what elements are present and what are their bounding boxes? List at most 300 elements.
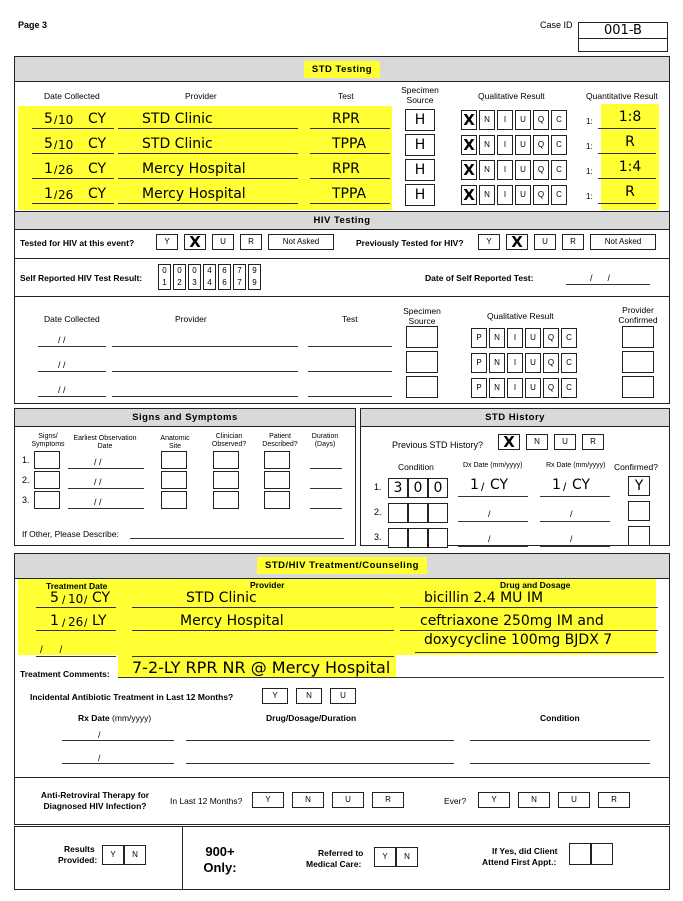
art-label-1: Anti-Retroviral Therapy for [40,790,150,800]
qual-p-box[interactable]: X [461,135,477,155]
date-slash: / / [58,385,66,395]
rx-line-2[interactable] [62,763,174,764]
hist-col-confirmed: Confirmed? [614,462,658,472]
art-ever-n-box[interactable]: N [518,792,550,808]
qual-option-box[interactable]: I [497,110,513,130]
col-specimen: Specimen Source [401,85,439,105]
qual-option-box[interactable]: Q [533,160,549,180]
site-box[interactable] [161,451,187,469]
rx-date-line[interactable] [540,546,610,547]
referred-label-2: Medical Care: [306,859,362,869]
specimen-box[interactable]: H [405,159,435,181]
rx-month: 1 [552,477,561,493]
hiv-provider-line[interactable] [112,346,298,347]
quant-prefix: 1: [586,167,593,176]
signs-row-number: 2. [22,475,30,485]
row-test: TPPA [332,136,367,152]
treatment-title: STD/HIV Treatment/Counseling [257,557,427,574]
col-qualitative: Qualitative Result [478,91,545,101]
hiv-provider-line[interactable] [112,396,298,397]
hiv-date-line[interactable] [38,396,106,397]
col-earliest: Earliest Observation Date [73,435,137,450]
qual-option-box[interactable]: U [515,135,531,155]
divider [14,777,670,778]
digit-box[interactable] [173,264,186,290]
qual-option-box[interactable]: C [551,135,567,155]
row-date-month: 5 [44,111,53,127]
digit-box[interactable] [248,264,261,290]
option-u-box[interactable]: U [554,434,576,450]
row-test-line[interactable] [310,128,390,129]
qual-option-box[interactable]: I [497,135,513,155]
duration-line[interactable] [310,508,342,509]
art-ever-label: Ever? [444,796,467,806]
hist-col-rx: Rx Date (mm/yyyy) [546,462,606,469]
qual-option-box[interactable]: Q [533,185,549,205]
tx-date-line[interactable] [36,607,116,608]
signs-date-line[interactable] [68,488,144,489]
quant-prefix: 1: [586,142,593,151]
qual-p-box[interactable]: X [461,185,477,205]
condition-digit-box[interactable] [388,528,408,548]
row-date-month: 1 [44,161,53,177]
tx-col-date: Treatment Date [46,581,108,591]
tx-date-slash: / / [40,645,63,656]
row-test: TPPA [332,186,367,202]
quant-prefix: 1: [586,117,593,126]
hiv-specimen-box[interactable] [406,326,438,348]
option-y-box[interactable]: Y [262,688,288,704]
digit-bottom: 9 [252,278,257,287]
duration-line[interactable] [310,488,342,489]
incidental-label: Incidental Antibiotic Treatment in Last 12 Months? [30,692,234,702]
digit-top: 6 [222,266,227,275]
condition-digit-box[interactable] [388,503,408,523]
rx-date-text: Rx Date [78,713,110,723]
tx-drug: bicillin 2.4 MU IM [424,590,544,606]
qual-option-box[interactable]: C [551,160,567,180]
tx-date-day: 26 [68,615,84,629]
self-report-label: Self Reported HIV Test Result: [20,273,143,283]
tx-provider-line[interactable] [132,656,394,657]
condition-digit-box[interactable]: 3 [388,478,408,498]
hiv-qual-box[interactable]: N [489,328,505,348]
cond-line-2[interactable] [470,763,650,764]
digit-box[interactable] [188,264,201,290]
option-y-box[interactable]: Y [156,234,178,250]
rx-units: (mm/yyyy) [112,713,152,723]
hiv-qual-box[interactable]: P [471,353,487,373]
hiv-col-provider: Provider [175,314,207,324]
history-row-number: 3. [374,532,382,542]
hiv-qual-box[interactable]: I [507,378,523,398]
comments-value[interactable]: 7-2-LY RPR NR @ Mercy Hospital [132,658,391,677]
hiv-qual-box[interactable]: C [561,353,577,373]
digit-bottom: 2 [177,278,182,287]
site-box[interactable] [161,471,187,489]
date-self-report-line[interactable] [566,284,650,285]
std-testing-bar [15,57,669,82]
case-id-value: 001-B [579,23,667,39]
hiv-confirmed-box[interactable] [622,376,654,398]
signs-box[interactable] [34,451,60,469]
date-slash: / [84,593,88,607]
other-describe-line[interactable] [130,538,344,539]
col-duration: Duration (Days) [311,433,339,448]
rx-date-label [78,713,151,723]
signs-title: Signs and Symptoms [15,409,355,427]
history-row-number: 2. [374,507,382,517]
row-date-day: 26 [58,188,74,202]
rx-date-line[interactable] [540,521,610,522]
history-row-number: 1. [374,482,382,492]
option-x-mark-box[interactable]: X [506,234,528,250]
hiv-provider-line[interactable] [112,371,298,372]
option-y-box[interactable]: Y [374,847,396,867]
hiv-qual-box[interactable]: C [561,328,577,348]
rx-date-line[interactable] [540,496,610,497]
condition-digit-box[interactable] [428,528,448,548]
case-id-box[interactable] [578,22,668,52]
option-r-box[interactable]: R [562,234,584,250]
date-slash: / [570,509,573,519]
rx-slash-1: / [98,730,101,740]
condition-label: Condition [540,713,580,723]
art-ever-u-box[interactable]: U [558,792,590,808]
col-test: Test [338,91,354,101]
row-date-year: CY [88,186,107,202]
art-last12-n-box[interactable]: N [292,792,324,808]
tx-drug-line[interactable] [400,630,658,631]
date-slash: / / [590,273,611,283]
signs-box[interactable] [34,471,60,489]
tx-date-day: 10 [68,592,84,606]
date-slash: / / [58,360,66,370]
col-quantitative: Quantitative Result [586,91,658,101]
col-site: Anatomic Site [160,435,190,450]
hiv-confirmed-box[interactable] [622,351,654,373]
row-provider-line[interactable] [118,128,298,129]
hiv-testing-title: HIV Testing [15,212,669,230]
hiv-qual-box[interactable]: Q [543,353,559,373]
digit-top: 9 [252,266,257,275]
row-date-year: CY [88,161,107,177]
patient-box[interactable] [264,491,290,509]
option-y-box[interactable]: Y [102,845,124,865]
date-slash: / / [58,335,66,345]
row-date-day: 10 [58,113,74,127]
signs-box[interactable] [34,491,60,509]
art-last12-label: In Last 12 Months? [170,796,243,806]
quant-value: R [625,184,635,200]
not-asked-box[interactable]: Not Asked [590,234,656,250]
row-test-line[interactable] [310,203,390,204]
row-date-year: CY [88,111,107,127]
specimen-box[interactable]: H [405,184,435,206]
row-test-line[interactable] [310,153,390,154]
results-label-2: Provided: [58,855,98,865]
rx-line-1[interactable] [62,740,174,741]
date-slash: / [62,593,66,607]
option-u-box[interactable]: U [534,234,556,250]
option-r-box[interactable]: R [240,234,262,250]
date-slash: / [488,534,491,544]
row-date-day: 10 [58,138,74,152]
treatment-bar [15,554,669,579]
hiv-qual-box[interactable]: P [471,328,487,348]
confirmed-box[interactable]: Y [628,476,650,496]
hiv-qual-box[interactable]: U [525,328,541,348]
hiv-test-line[interactable] [308,396,392,397]
qual-option-box[interactable]: Q [533,135,549,155]
only-900-b: Only: [203,860,237,875]
row-provider-line[interactable] [118,178,298,179]
condition-digit-box[interactable] [408,528,428,548]
digit-box[interactable] [203,264,216,290]
hiv-date-line[interactable] [38,346,106,347]
date-slash: / [62,616,66,630]
hiv-qual-box[interactable]: Q [543,378,559,398]
digit-top: 0 [192,266,197,275]
signs-row-number: 3. [22,495,30,505]
other-describe-label: If Other, Please Describe: [22,529,119,539]
option-x-mark-box[interactable]: X [184,234,206,250]
tx-provider-line[interactable] [132,630,394,631]
option-u-box[interactable]: U [330,688,356,704]
art-ever-y-box[interactable]: Y [478,792,510,808]
results-label-1: Results [64,844,95,854]
row-date-month: 1 [44,186,53,202]
digit-bottom: 3 [192,278,197,287]
date-slash: / [54,163,58,177]
tx-date-year: CY [92,590,111,606]
quant-line[interactable] [598,203,656,204]
row-provider-line[interactable] [118,203,298,204]
only-900-label [196,844,244,876]
hiv-qual-box[interactable]: N [489,378,505,398]
hiv-qual-box[interactable]: U [525,378,541,398]
hiv-confirmed-box[interactable] [622,326,654,348]
tx-provider: Mercy Hospital [180,613,284,629]
row-provider: Mercy Hospital [142,186,246,202]
comments-line [118,677,664,678]
col-clinician: Clinician Observed? [211,433,247,448]
tx-provider-line[interactable] [132,607,394,608]
patient-box[interactable] [264,471,290,489]
qual-option-box[interactable]: U [515,160,531,180]
option-x-mark-box[interactable]: X [498,434,520,450]
specimen-box[interactable]: H [405,134,435,156]
hiv-date-line[interactable] [38,371,106,372]
clinician-box[interactable] [213,471,239,489]
art-ever-r-box[interactable]: R [598,792,630,808]
digit-top: 4 [207,266,212,275]
hiv-qual-box[interactable]: U [525,353,541,373]
date-slash: / [488,509,491,519]
quant-value: R [625,134,635,150]
hist-col-condition: Condition [398,462,434,472]
tx-date-line[interactable] [36,630,116,631]
tx-drug-line[interactable] [400,607,658,608]
row-date-year: CY [88,136,107,152]
quant-line[interactable] [598,178,656,179]
hiv-specimen-box[interactable] [406,376,438,398]
comments-label: Treatment Comments: [20,669,110,679]
hiv-col-qual: Qualitative Result [487,311,554,321]
signs-date-line[interactable] [68,468,144,469]
condition-digit-box[interactable] [408,503,428,523]
duration-line[interactable] [310,468,342,469]
row-date-line[interactable] [32,178,114,179]
qual-option-box[interactable]: C [551,185,567,205]
option-n-box[interactable]: N [526,434,548,450]
site-box[interactable] [161,491,187,509]
date-slash: / [563,480,567,494]
attend-yes-box[interactable] [569,843,591,865]
qual-option-box[interactable]: N [479,185,495,205]
hiv-col-specimen: Specimen Source [403,306,441,326]
qual-option-box[interactable]: I [497,185,513,205]
hiv-qual-box[interactable]: N [489,353,505,373]
row-test: RPR [332,161,360,177]
qual-option-box[interactable]: N [479,135,495,155]
tx-date-month: 1 [50,613,59,629]
qual-option-box[interactable]: I [497,160,513,180]
row-provider: Mercy Hospital [142,161,246,177]
quant-line[interactable] [598,153,656,154]
rx-slash-2: / [98,753,101,763]
tx-date-line[interactable] [36,656,116,657]
digit-box[interactable] [218,264,231,290]
condition-digit-box[interactable]: 0 [408,478,428,498]
attend-no-box[interactable] [591,843,613,865]
qual-p-box[interactable]: X [461,110,477,130]
art-label-2: Diagnosed HIV Infection? [43,801,147,811]
hiv-col-test: Test [342,314,358,324]
dosage-line-1[interactable] [186,740,454,741]
hist-col-dx: Dx Date (mm/yyyy) [463,462,523,469]
qual-option-box[interactable]: N [479,110,495,130]
date-slash: / [570,534,573,544]
signs-row-number: 1. [22,455,30,465]
hiv-qual-box[interactable]: Q [543,328,559,348]
digit-bottom: 7 [237,278,242,287]
dx-month: 1 [470,477,479,493]
condition-digit-box[interactable]: 0 [428,478,448,498]
date-slash: / [84,616,88,630]
option-y-box[interactable]: Y [478,234,500,250]
footer-divider [182,826,183,890]
hiv-test-line[interactable] [308,346,392,347]
qual-option-box[interactable]: U [515,110,531,130]
option-n-box[interactable]: N [124,845,146,865]
row-date-line[interactable] [32,203,114,204]
hiv-col-confirmed: Provider Confirmed [618,305,658,325]
condition-digit-box[interactable] [428,503,448,523]
attend-label-2: Attend First Appt.: [482,857,557,867]
clinician-box[interactable] [213,491,239,509]
referred-label-1: Referred to [318,848,364,858]
tx-col-drug: Drug and Dosage [500,580,571,590]
hiv-qual-box[interactable]: I [507,328,523,348]
row-provider-line[interactable] [118,153,298,154]
row-date-line[interactable] [32,153,114,154]
digit-box[interactable] [158,264,171,290]
dx-date-line[interactable] [458,546,528,547]
dx-date-line[interactable] [458,496,528,497]
hiv-qual-box[interactable]: I [507,353,523,373]
art-last12-y-box[interactable]: Y [252,792,284,808]
option-u-box[interactable]: U [212,234,234,250]
dx-year: CY [490,477,509,493]
qual-option-box[interactable]: C [551,110,567,130]
row-date-day: 26 [58,163,74,177]
confirmed-box[interactable] [628,501,650,521]
qual-option-box[interactable]: U [515,185,531,205]
date-self-report-label: Date of Self Reported Test: [425,273,534,283]
drug-continued: doxycycline 100mg BJDX 7 [424,632,613,648]
digit-bottom: 4 [207,278,212,287]
quant-line[interactable] [598,128,656,129]
hiv-specimen-box[interactable] [406,351,438,373]
cond-line-1[interactable] [470,740,650,741]
digit-bottom: 6 [222,278,227,287]
divider [14,296,670,297]
tx-date-year: LY [92,613,107,629]
dx-date-line[interactable] [458,521,528,522]
clinician-box[interactable] [213,451,239,469]
tested-hiv-label: Tested for HIV at this event? [20,238,135,248]
tx-drug: ceftriaxone 250mg IM and [420,613,604,629]
art-last12-u-box[interactable]: U [332,792,364,808]
date-slash: / [54,188,58,202]
confirmed-box[interactable] [628,526,650,546]
digit-box[interactable] [233,264,246,290]
hiv-test-line[interactable] [308,371,392,372]
qual-option-box[interactable]: N [479,160,495,180]
digit-top: 7 [237,266,242,275]
tx-date-month: 5 [50,590,59,606]
row-test-line[interactable] [310,178,390,179]
drug-line [415,652,658,653]
prev-std-label: Previous STD History? [392,440,484,450]
divider [14,258,670,259]
date-slash: / [54,138,58,152]
row-date-line[interactable] [32,128,114,129]
qual-option-box[interactable]: Q [533,110,549,130]
art-last12-r-box[interactable]: R [372,792,404,808]
attend-label-1: If Yes, did Client [492,846,558,856]
hiv-qual-box[interactable]: P [471,378,487,398]
signs-date-line[interactable] [68,508,144,509]
hiv-qual-box[interactable]: C [561,378,577,398]
not-asked-box[interactable]: Not Asked [268,234,334,250]
patient-box[interactable] [264,451,290,469]
qual-p-box[interactable]: X [461,160,477,180]
dosage-line-2[interactable] [186,763,454,764]
col-patient: Patient Described? [262,433,298,448]
digit-top: 0 [162,266,167,275]
case-id-label: Case ID [540,20,573,30]
specimen-box[interactable]: H [405,109,435,131]
date-slash: / / [94,497,102,507]
prev-tested-label: Previously Tested for HIV? [356,238,464,248]
option-n-box[interactable]: N [296,688,322,704]
option-n-box[interactable]: N [396,847,418,867]
date-slash: / / [94,457,102,467]
hiv-col-date: Date Collected [44,314,100,324]
option-r-box[interactable]: R [582,434,604,450]
